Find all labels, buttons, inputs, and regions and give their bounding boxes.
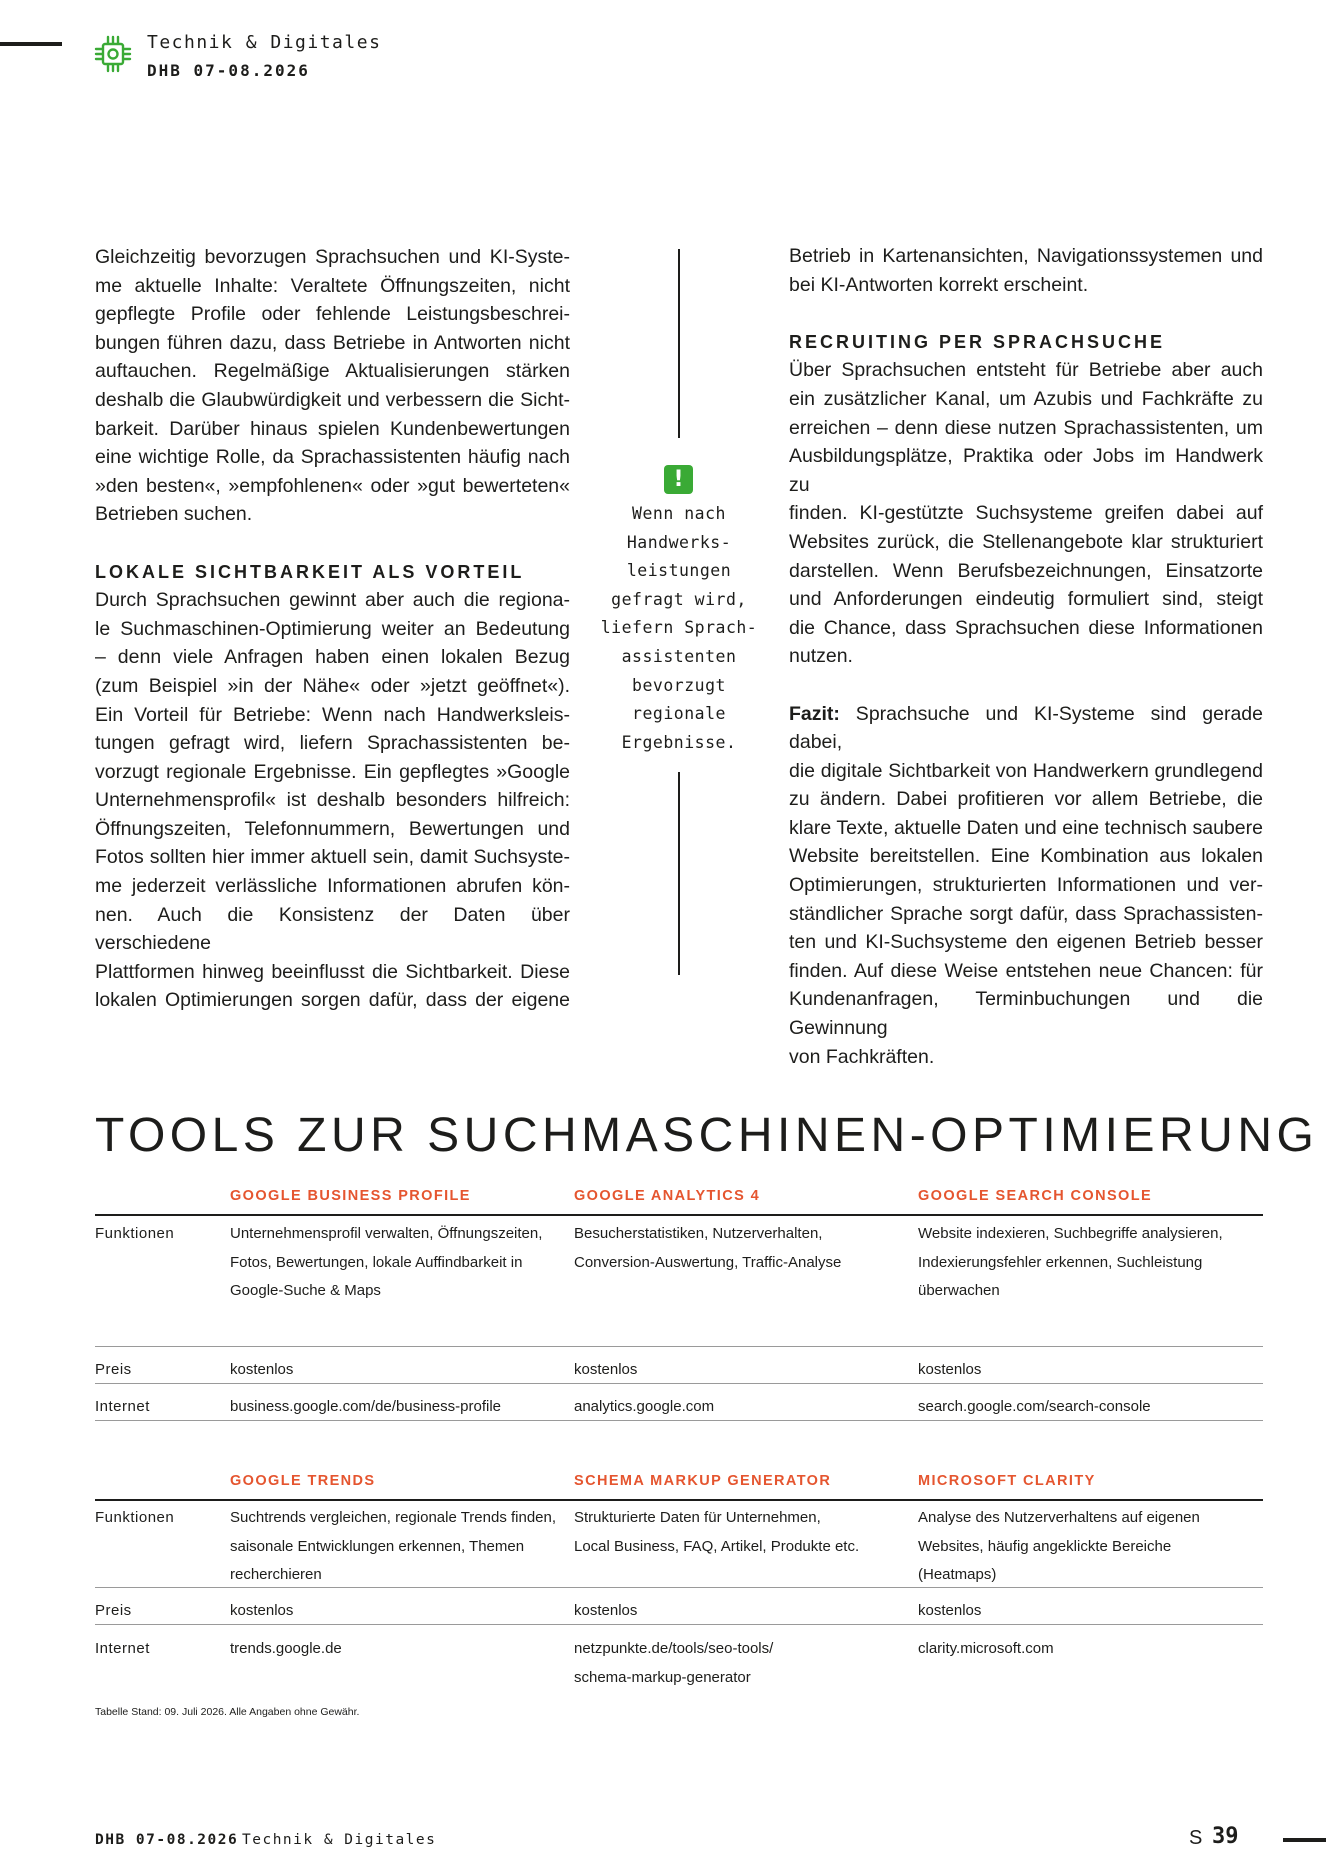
- text-line: »den besten«, »empfohlenen« oder »gut bewerteten«: [95, 474, 570, 497]
- text-line: tungen gefragt wird, liefern Sprachassistenten be-: [95, 732, 570, 755]
- pull-quote-line: Ergebnisse.: [621, 732, 737, 752]
- header-section: Technik & Digitales: [147, 32, 382, 53]
- table-cell: [918, 1504, 1258, 1590]
- table-note: Tabelle Stand: 09. Juli 2026. Alle Angaben ohne Gewähr.: [95, 1706, 360, 1718]
- pullquote-divider-top: [678, 249, 680, 438]
- text-line: die Chance, dass Sprachsuchen diese Informationen: [789, 616, 1263, 639]
- table-cell-line: analytics.google.com: [574, 1398, 715, 1415]
- table-cell-line: kostenlos: [230, 1361, 294, 1378]
- text-line: nen. Auch die Konsistenz der Daten über verschiedene: [95, 903, 570, 955]
- table-row-rule: [95, 1420, 1263, 1421]
- header-issue: DHB 07-08.2026: [147, 61, 310, 80]
- table-row-label: Internet: [95, 1398, 150, 1415]
- text-line: Kundenanfragen, Terminbuchungen und die Gewinnung: [789, 988, 1263, 1040]
- text-line: gepflegte Profile oder fehlende Leistungsbeschrei-: [95, 303, 570, 326]
- table-cell-line: Analyse des Nutzerverhaltens auf eigenen: [918, 1509, 1200, 1526]
- table-cell-line: Unternehmensprofil verwalten, Öffnungszeiten,: [230, 1225, 543, 1242]
- table-cell-line: Besucherstatistiken, Nutzerverhalten,: [574, 1225, 823, 1242]
- table-cell-line: kostenlos: [918, 1602, 982, 1619]
- table-cell-line: kostenlos: [918, 1361, 982, 1378]
- table-cell-line: Google-Suche & Maps: [230, 1282, 381, 1300]
- table-cell: [574, 1597, 914, 1626]
- left-column: [95, 243, 570, 1015]
- table-cell-line: Strukturierte Daten für Unternehmen,: [574, 1509, 821, 1526]
- text-line: Durch Sprachsuchen gewinnt aber auch die regiona-: [95, 589, 570, 612]
- pull-quote-line: assistenten: [621, 646, 737, 666]
- table-row-label: Funktionen: [95, 1225, 175, 1242]
- table-cell: [230, 1635, 570, 1664]
- text-line: ständlicher Sprache sorgt dafür, dass Sprachassisten-: [789, 902, 1263, 925]
- table-cell: [230, 1220, 570, 1306]
- text-line: lokalen Optimierungen sorgen dafür, dass der eigene: [95, 989, 570, 1012]
- text-line: erreichen – denn diese nutzen Sprachassistenten, um: [789, 416, 1263, 439]
- table-header-rule: [95, 1214, 1263, 1216]
- text-line: Ausbildungsplätze, Praktika oder Jobs im Handwerk zu: [789, 445, 1263, 496]
- table-cell: [918, 1635, 1258, 1664]
- footer-page-prefix: S: [1189, 1827, 1203, 1849]
- table-row-rule: [95, 1587, 1263, 1588]
- text-line: und Anforderungen eindeutig formuliert sind, steigt: [789, 588, 1263, 611]
- footer-issue: DHB 07-08.2026: [95, 1832, 239, 1848]
- text-line: Ein Vorteil für Betriebe: Wenn nach Handwerksleis-: [95, 703, 570, 726]
- exclamation-icon: !: [664, 465, 693, 494]
- table-cell-line: kostenlos: [230, 1602, 294, 1619]
- text-line: Unternehmensprofil« ist deshalb besonders hilfreich:: [95, 789, 570, 812]
- text-line: nutzen.: [789, 645, 853, 668]
- table-cell: [230, 1504, 570, 1590]
- text-line: Öffnungszeiten, Telefonnummern, Bewertungen und: [95, 817, 570, 840]
- text-line: me aktuelle Inhalte: Veraltete Öffnungszeiten, nicht: [95, 274, 570, 297]
- table-cell: [918, 1220, 1258, 1306]
- text-line: Websites zurück, die Stellenangebote klar strukturiert: [789, 530, 1263, 553]
- chip-icon: [94, 35, 132, 73]
- table-row-rule: [95, 1383, 1263, 1384]
- text-line: vorzugt regionale Ergebnisse. Ein gepflegtes »Google: [95, 760, 570, 783]
- table-cell: [918, 1597, 1258, 1626]
- text-line: deshalb die Glaubwürdigkeit und verbessern die Sicht-: [95, 388, 570, 411]
- table-cell-line: Suchtrends vergleichen, regionale Trends finden,: [230, 1509, 557, 1526]
- table-cell-line: Websites, häufig angeklickte Bereiche: [918, 1537, 1172, 1555]
- left-paragraph-2: [95, 586, 570, 1015]
- table-cell: [574, 1220, 914, 1277]
- text-line: (zum Beispiel »in der Nähe« oder »jetzt geöffnet«).: [95, 674, 570, 697]
- pull-quote: [580, 500, 778, 757]
- text-line: zu ändern. Dabei profitieren vor allem Betriebe, die: [789, 788, 1263, 811]
- table-cell-line: business.google.com/de/business-profile: [230, 1398, 501, 1415]
- text-line: finden. KI-gestützte Suchsysteme greifen dabei auf: [789, 502, 1263, 525]
- fazit-first-text: Sprachsuche und KI-Systeme sind gerade dabei,: [789, 702, 1263, 754]
- table-cell-line: Local Business, FAQ, Artikel, Produkte etc.: [574, 1537, 860, 1555]
- fazit-label: Fazit:: [789, 702, 840, 725]
- table-row-label: Preis: [95, 1602, 132, 1619]
- table-cell: [918, 1356, 1258, 1385]
- table-cell-line: Indexierungsfehler erkennen, Suchleistung: [918, 1253, 1203, 1271]
- text-line: – denn viele Anfragen haben einen lokalen Bezug: [95, 646, 570, 669]
- text-line: darstellen. Wenn Berufsbezeichnungen, Einsatzorte: [789, 559, 1263, 582]
- table-cell-line: überwachen: [918, 1282, 1000, 1300]
- pullquote-divider-bottom: [678, 772, 680, 975]
- text-line: bungen führen dazu, dass Betriebe in Antworten nicht: [95, 331, 570, 354]
- table-cell: [574, 1356, 914, 1385]
- table-cell: [918, 1393, 1258, 1422]
- right-paragraph-1: [789, 242, 1263, 299]
- table-row-rule: [95, 1346, 1263, 1347]
- table-column-header: GOOGLE SEARCH CONSOLE: [918, 1188, 1153, 1204]
- table-cell: [574, 1393, 914, 1422]
- table-cell: [230, 1393, 570, 1422]
- text-line: bei KI-Antworten korrekt erscheint.: [789, 273, 1089, 296]
- text-line: Gleichzeitig bevorzugen Sprachsuchen und KI-Syste-: [95, 246, 570, 268]
- text-line: ten und KI-Suchsysteme den eigenen Betrieb besser: [789, 931, 1263, 954]
- table-cell: [230, 1356, 570, 1385]
- text-line: Betrieb in Kartenansichten, Navigationssystemen und: [789, 245, 1263, 267]
- table-row-rule: [95, 1624, 1263, 1625]
- right-heading: RECRUITING PER SPRACHSUCHE: [789, 331, 1166, 352]
- table-cell-line: (Heatmaps): [918, 1566, 997, 1584]
- table-column-header: GOOGLE ANALYTICS 4: [574, 1188, 761, 1204]
- table-cell-line: search.google.com/search-console: [918, 1398, 1151, 1415]
- table-cell-line: kostenlos: [574, 1361, 638, 1378]
- text-line: Betrieben suchen.: [95, 503, 253, 526]
- text-line: klare Texte, aktuelle Daten und eine technisch saubere: [789, 816, 1263, 839]
- text-line: ein zusätzlicher Kanal, um Azubis und Fachkräfte zu: [789, 387, 1263, 410]
- text-line: eine wichtige Rolle, da Sprachassistenten häufig nach: [95, 446, 570, 469]
- pull-quote-line: regionale: [632, 704, 726, 724]
- table-cell: [230, 1597, 570, 1626]
- table-cell: [574, 1635, 914, 1692]
- pull-quote-line: leistungen: [626, 561, 732, 581]
- table-cell-line: trends.google.de: [230, 1640, 342, 1657]
- table-cell-line: saisonale Entwicklungen erkennen, Themen: [230, 1537, 525, 1555]
- table-cell-line: Fotos, Bewertungen, lokale Auffindbarkeit in: [230, 1253, 523, 1271]
- text-line: von Fachkräften.: [789, 1045, 935, 1068]
- right-paragraph-3: [789, 757, 1263, 1072]
- table-column-header: GOOGLE BUSINESS PROFILE: [230, 1188, 471, 1204]
- pull-quote-line: Wenn nach: [632, 504, 726, 523]
- footer-section: Technik & Digitales: [242, 1832, 437, 1848]
- table-cell: [574, 1504, 914, 1561]
- table-row-label: Funktionen: [95, 1509, 175, 1526]
- table-header-rule: [95, 1499, 1263, 1501]
- text-line: Fotos sollten hier immer aktuell sein, damit Suchsyste-: [95, 846, 570, 869]
- table-cell-line: kostenlos: [574, 1602, 638, 1619]
- tools-title: TOOLS ZUR SUCHMASCHINEN-OPTIMIERUNG: [95, 1109, 1319, 1162]
- table-column-header: GOOGLE TRENDS: [230, 1473, 376, 1489]
- pull-quote-line: bevorzugt: [632, 675, 726, 695]
- table-cell-line: Website indexieren, Suchbegriffe analysieren,: [918, 1225, 1223, 1242]
- pull-quote-line: gefragt wird,: [611, 589, 747, 609]
- footer-rule: [1283, 1838, 1326, 1842]
- left-heading: LOKALE SICHTBARKEIT ALS VORTEIL: [95, 561, 525, 582]
- right-column: [789, 242, 1263, 1071]
- fazit-first-line: [789, 700, 1263, 757]
- text-line: Über Sprachsuchen entsteht für Betriebe aber auch: [789, 359, 1263, 382]
- table-cell-line: clarity.microsoft.com: [918, 1640, 1054, 1657]
- text-line: die digitale Sichtbarkeit von Handwerkern grundlegend: [789, 759, 1263, 782]
- table-cell-line: recherchieren: [230, 1566, 322, 1584]
- footer-page-number: 39: [1212, 1824, 1239, 1849]
- text-line: auftauchen. Regelmäßige Aktualisierungen stärken: [95, 360, 570, 383]
- table-cell-line: netzpunkte.de/tools/seo-tools/: [574, 1640, 774, 1657]
- text-line: Optimierungen, strukturierten Informationen und ver-: [789, 874, 1263, 897]
- table-column-header: SCHEMA MARKUP GENERATOR: [574, 1473, 832, 1489]
- text-line: finden. Auf diese Weise entstehen neue Chancen: für: [789, 959, 1263, 982]
- text-line: Plattformen hinweg beeinflusst die Sichtbarkeit. Diese: [95, 960, 570, 983]
- text-line: barkeit. Darüber hinaus spielen Kundenbewertungen: [95, 417, 570, 440]
- text-line: me jederzeit verlässliche Informationen abrufen kön-: [95, 875, 570, 898]
- pull-quote-line: liefern Sprach-: [600, 618, 758, 638]
- table-cell-line: schema-markup-generator: [574, 1668, 751, 1686]
- table-cell-line: Conversion-Auswertung, Traffic-Analyse: [574, 1253, 842, 1271]
- table-column-header: MICROSOFT CLARITY: [918, 1473, 1096, 1489]
- pull-quote-line: Handwerks-: [626, 532, 732, 552]
- header-rule: [0, 42, 62, 46]
- left-paragraph-1: [95, 243, 570, 529]
- table-row-label: Preis: [95, 1361, 132, 1378]
- text-line: Website bereitstellen. Eine Kombination aus lokalen: [789, 845, 1263, 868]
- right-paragraph-2: [789, 356, 1263, 671]
- table-row-label: Internet: [95, 1640, 150, 1657]
- text-line: le Suchmaschinen-Optimierung weiter an Bedeutung: [95, 617, 570, 640]
